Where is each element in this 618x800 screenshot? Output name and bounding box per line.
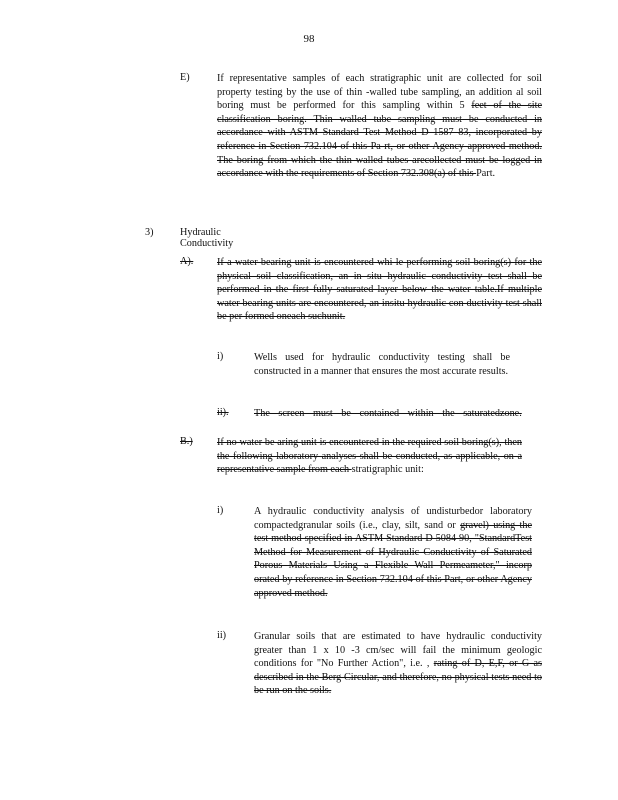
item-e-text — [217, 72, 542, 181]
item-b-text-struck: If no water be aring unit is encountered in the required soil boring(s), then the following laboratory analyses shall be conducted, as applicable, on a representative sample from each — [217, 437, 522, 476]
section-3-heading: Hydraulic Conductivity — [180, 227, 234, 249]
item-e-label: E) — [180, 72, 190, 83]
item-a-ii-label: ii). — [217, 407, 229, 418]
item-a-label: A). — [180, 256, 194, 267]
item-e-text-struck: feet of the site classification boring. Thin walled tube sampling must be conducted in accordance with ASTM Standard Test Method D 1587 83, incorporated by reference in Section 732.104 of this Pa rt, or other Agency approved method. The boring from which the thin walled tubes arecollected must be logged in accordance with the requirements of Section 732.308(a) of this — [217, 100, 542, 180]
item-b-ii-label: ii) — [217, 630, 227, 641]
item-e-text-plain: If representative samples of each stratigraphic unit are collected for soil property testing by the use of thin -walled tube sampling, an addition al soil boring must be performed for this sampling within 5 — [217, 73, 542, 112]
item-e-text-end: Part. — [476, 168, 496, 180]
item-b-ii-text-plain: Granular soils that are estimated to have hydraulic conductivity greater than 1 x 10 -3 cm/sec will fail the minimum geologic conditions for "No Further Action", i.e. , — [254, 631, 542, 670]
item-b-label: B.) — [180, 436, 193, 447]
item-a-ii-text: The screen must be contained within the saturatedzone. — [254, 408, 522, 419]
item-b-i-label: i) — [217, 505, 224, 516]
item-b-ii-text-struck: rating of D, E,F, or G as described in the Berg Circular, and therefore, no physical tests need to be run on the soils. — [254, 658, 542, 697]
item-b-i-text-struck: gravel) using the test method specified in ASTM Standard D 5084 90, "StandardTest Method for Measurement of Hydraulic Conductivity of Saturated Porous Materials Using a Flexible Wall Permeameter," incorp orated by reference in Section 732.104 of this Part, or other Agency approved method. — [254, 519, 532, 599]
item-a-i-text: Wells used for hydraulic conductivity testing shall be constructed in a manner that ensures the most accurate results. — [254, 352, 510, 377]
item-a-i-label: i) — [217, 351, 224, 362]
item-b-i-text — [254, 505, 532, 600]
item-a-text: If a water bearing unit is encountered whi le performing soil boring(s) for the physical soil classification, an in situ hydraulic conductivity test shall be performed in the first fully saturated layer below the water table.If multiple water bearing units are encountered, an insitu hydraulic con ductivity test shall be per formed oneach suchunit. — [217, 257, 542, 323]
item-b-text — [217, 436, 522, 477]
page-number: 98 — [303, 33, 315, 45]
section-3-label: 3) — [145, 227, 154, 238]
item-b-text-end: stratigraphic unit: — [351, 464, 424, 476]
item-b-i-text-plain: A hydraulic conductivity analysis of undisturbedor laboratory compactedgranular soils (i.e., clay, silt, sand or — [254, 506, 532, 531]
item-b-ii-text — [254, 630, 542, 698]
